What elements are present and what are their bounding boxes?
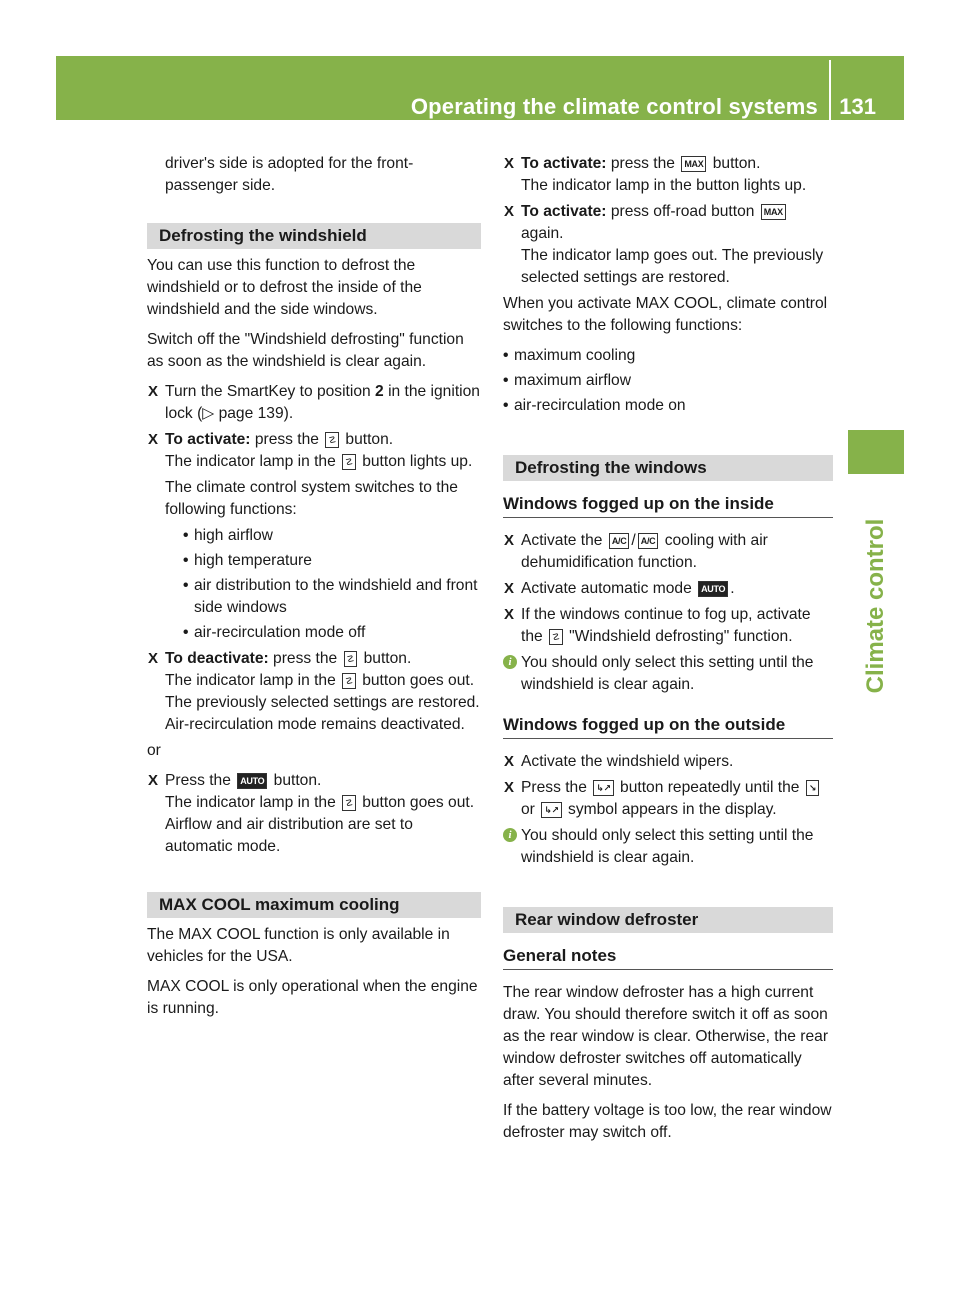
step-arrow-icon: X [504,532,515,549]
paragraph: Switch off the "Windshield defrosting" function as soon as the windshield is clear again. [147,331,464,370]
air-distribution-icon: ↳↗ [593,780,613,796]
info-note: i You should only select this setting until the windshield is clear again. [503,825,833,869]
header-divider [829,60,831,120]
ac-icon: A/C [609,533,630,549]
max-cool-icon: MAX [761,204,786,220]
left-column [147,153,481,1028]
info-icon: i [503,655,517,669]
page-number: 131 [839,94,876,119]
paragraph: When you activate MAX COOL, climate control switches to the following functions: [503,295,828,334]
section-heading-max-cool: MAX COOL maximum cooling [147,892,481,918]
defrost-max-icon: ☡ [342,795,356,811]
step-arrow-icon: X [148,431,159,448]
section-heading-rear-defroster: Rear window defroster [503,907,833,933]
subheading-fogged-inside: Windows fogged up on the inside [503,493,833,518]
max-cool-icon: MAX [681,156,706,172]
defrost-max-icon: ☡ [549,629,563,645]
paragraph: If the battery voltage is too low, the rear window defroster may switch off. [503,1102,832,1141]
or-text: or [147,742,161,759]
subheading-general-notes: General notes [503,945,833,970]
subheading-fogged-outside: Windows fogged up on the outside [503,714,833,739]
list-item: • high temperature [183,552,312,569]
airflow-windshield-footwell-icon: ↳↗ [541,802,561,818]
step-arrow-icon: X [504,580,515,597]
list-item: • maximum cooling [503,347,636,364]
info-icon: i [503,828,517,842]
list-item: • air-recirculation mode off [183,624,366,641]
step-arrow-icon: X [148,383,159,400]
bullet-list [503,345,833,417]
defrost-max-icon: ☡ [325,432,339,448]
step-item: X Activate the windshield wipers. [503,751,833,773]
step-arrow-icon: X [148,772,159,789]
paragraph: MAX COOL is only operational when the engine is running. [147,978,478,1017]
step-arrow-icon: X [504,779,515,796]
section-tab-marker [848,430,904,474]
defrost-max-icon: ☡ [344,651,358,667]
airflow-windshield-icon: ↘ [806,780,819,796]
step-item: X Press the ↳↗ button repeatedly until the ↘ or ↳↗ symbol appears in the display. [503,777,833,821]
step-item: X If the windows continue to fog up, activate the ☡ "Windshield defrosting" function. [504,606,811,645]
auto-icon: AUTO [237,773,267,789]
step-item: X Activate automatic mode AUTO . [503,578,833,600]
auto-icon: AUTO [698,581,728,597]
list-item: • maximum airflow [503,372,631,389]
defrost-max-icon: ☡ [342,673,356,689]
defrost-max-icon: ☡ [342,454,356,470]
step-arrow-icon: X [504,753,515,770]
bullet-list [183,525,481,644]
step-arrow-icon: X [148,650,159,667]
header-bar [56,56,904,120]
continued-text: driver's side is adopted for the front-passenger side. [165,155,414,194]
step-item: X Turn the SmartKey to position 2 in the ignition lock (▷ page 139). [148,383,480,422]
section-side-label: Climate control [862,518,889,694]
step-arrow-icon: X [504,606,515,623]
info-note: i You should only select this setting until the windshield is clear again. [503,652,833,696]
right-column [503,153,833,1152]
paragraph: The MAX COOL function is only available in vehicles for the USA. [147,926,450,965]
paragraph: The rear window defroster has a high current draw. You should therefore switch it off as soon as the rear window is clear. Otherwise, the rear window defroster switches off automatically after several minutes. [503,984,829,1089]
page-title: Operating the climate control systems [410,94,818,119]
step-item: X To deactivate: press the ☡ button. The indicator lamp in the ☡ button goes out. The previously selected settings are restored. Air-recirculation mode remains deactivated. [148,650,480,733]
section-heading-defrost-windows: Defrosting the windows [503,455,833,481]
step-item: X Press the AUTO button. The indicator lamp in the ☡ button goes out. Airflow and air distribution are set to automatic mode. [148,772,475,855]
ac-rest-icon: A/C [638,533,659,549]
step-arrow-icon: X [504,203,515,220]
list-item: • air-recirculation mode on [503,397,686,414]
step-item: X To activate: press the ☡ button. The indicator lamp in the ☡ button lights up. The climate control system switches to the following functions: • high airflow • high temperature • air distribution to the windshield and front side windows • air-recirculation mode off [147,429,481,644]
list-item: • air distribution to the windshield and front side windows [183,577,478,616]
step-arrow-icon: X [504,155,515,172]
section-heading-defrost-windshield: Defrosting the windshield [147,223,481,249]
paragraph: You can use this function to defrost the windshield or to defrost the inside of the windshield and the side windows. [147,257,422,318]
list-item: • high airflow [183,527,273,544]
step-item: X Activate the A/C / A/C cooling with air dehumidification function. [504,532,768,571]
step-item: X To activate: press the MAX button. The indicator lamp in the button lights up. [504,155,807,194]
step-item: X To activate: press off-road button MAX again. The indicator lamp goes out. The previously selected settings are restored. [504,203,824,286]
